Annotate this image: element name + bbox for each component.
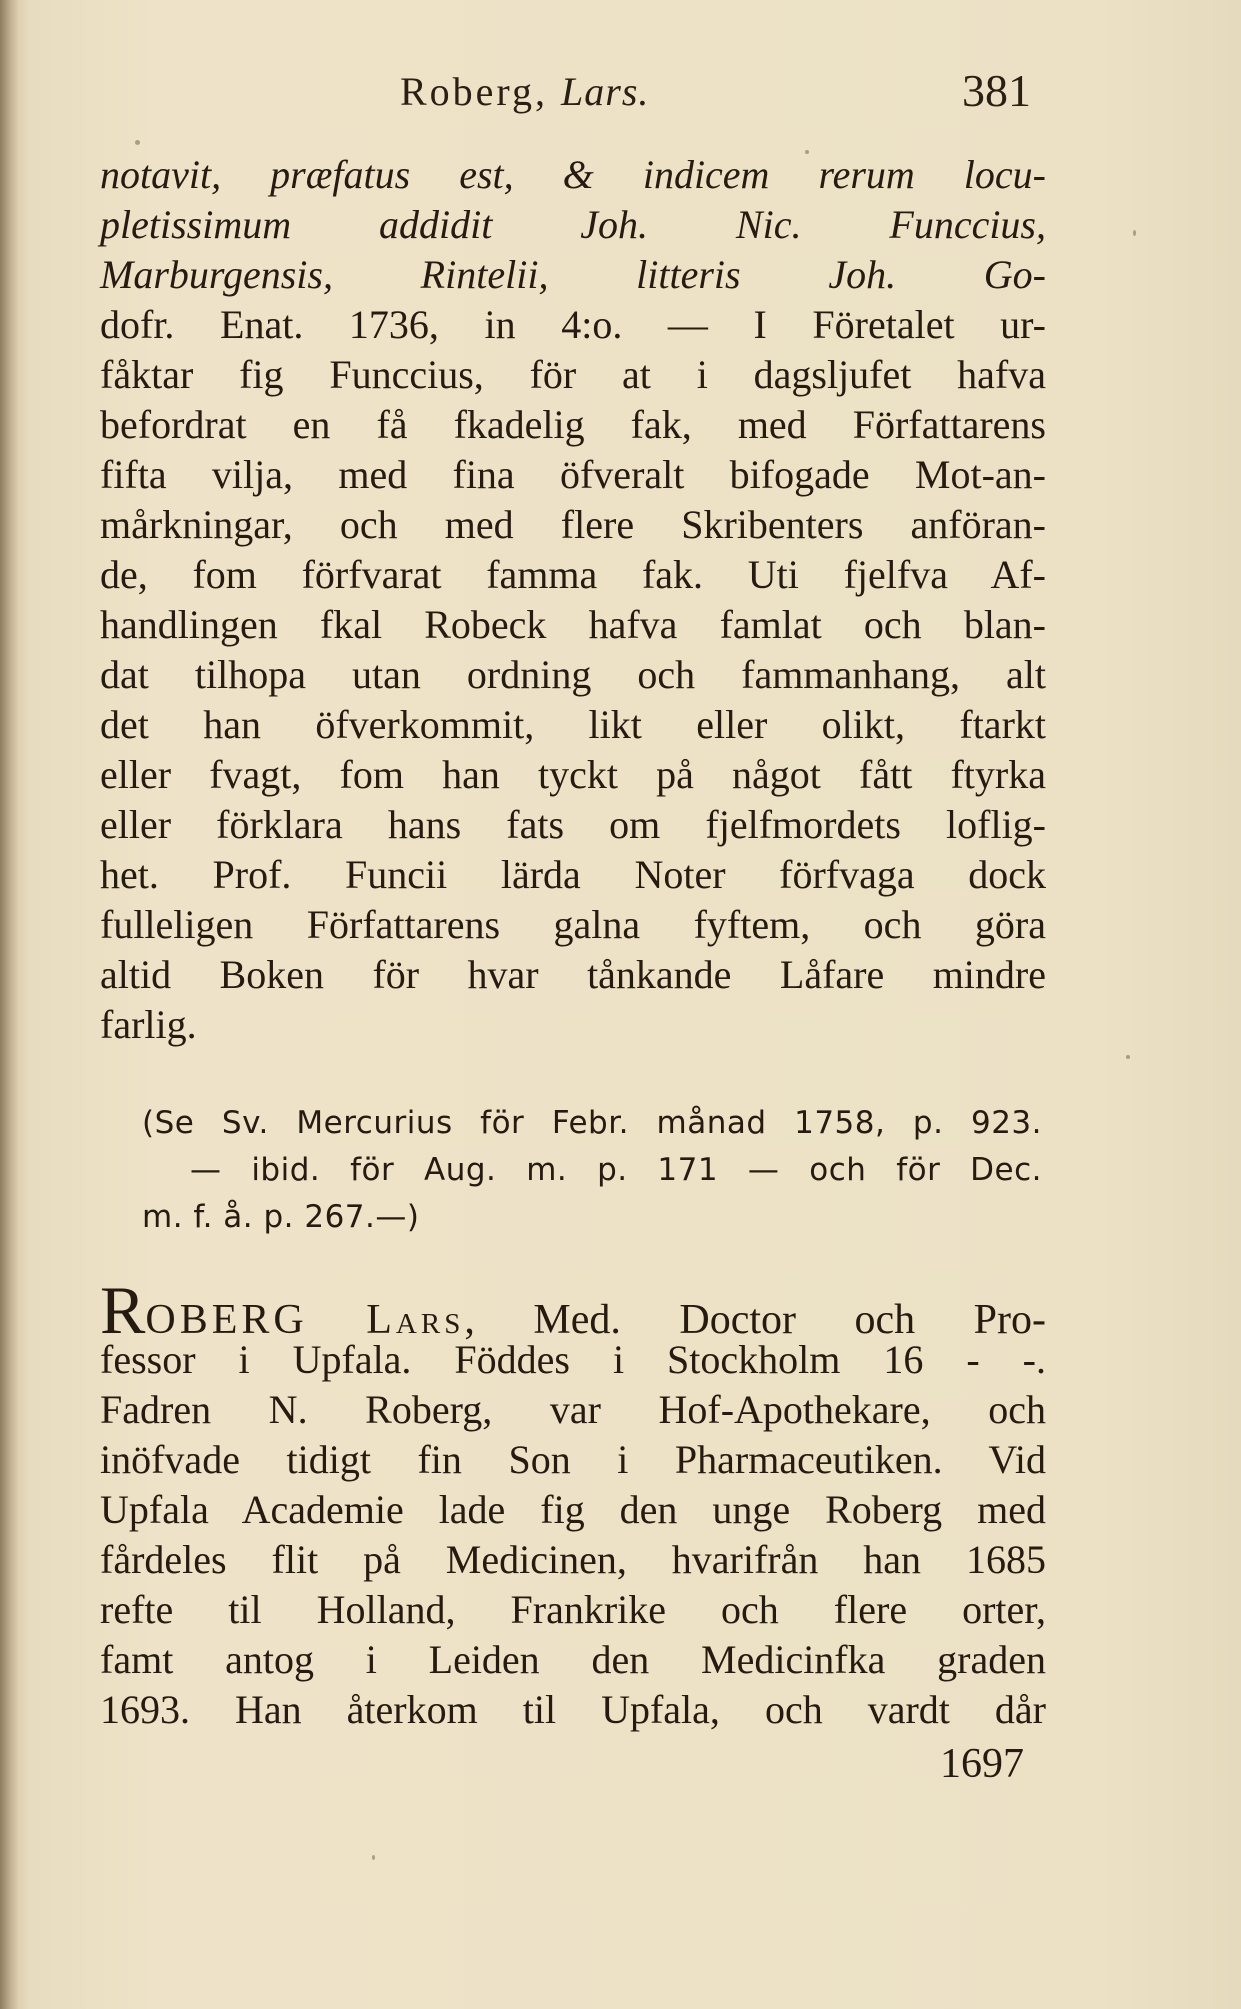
text-line: fifta vilja, med fina öfveralt bifogade Mot-an-	[100, 452, 1046, 497]
text-line: fulleligen Författarens galna fyftem, och göra	[100, 902, 1046, 947]
page-number: 381	[962, 65, 1031, 116]
text-line: altid Boken för hvar tånkande Låfare mindre	[100, 952, 1046, 997]
paper-speck	[135, 140, 140, 145]
text-line: befordrat en få fkadelig fak, med Författarens	[100, 402, 1046, 447]
entry-heading-text: , Med. Doctor och Pro-	[464, 1297, 1047, 1343]
text-line: fåktar fig Funccius, för at i dagsljufet hafva	[100, 352, 1046, 397]
page-spine-edge	[0, 0, 18, 2009]
note-line: m. f. å. p. 267.—)	[142, 1199, 420, 1235]
running-head-given-name: Lars.	[561, 69, 650, 114]
text-line: dat tilhopa utan ordning och fammanhang, alt	[100, 652, 1046, 697]
text-line: famt antog i Leiden den Medicinfka graden	[100, 1637, 1046, 1682]
paper-speck	[1126, 1055, 1130, 1059]
text-line: Fadren N. Roberg, var Hof-Apothekare, och	[100, 1387, 1046, 1432]
text-line: fessor i Upfala. Föddes i Stockholm 16 - -.	[100, 1337, 1046, 1382]
paper-speck	[1133, 230, 1136, 236]
continuation-paragraph	[100, 150, 1046, 1050]
text-line: 1693. Han återkom til Upfala, och vardt dår	[100, 1687, 1046, 1732]
entry-surname-rest: OBERG	[145, 1297, 308, 1343]
entry-heading-line	[100, 1272, 1047, 1348]
text-line: notavit, præfatus est, & indicem rerum locu-	[100, 152, 1046, 197]
text-line: mårkningar, och med flere Skribenters anföran-	[100, 502, 1046, 547]
text-line: eller fvagt, fom han tyckt på något fått ftyrka	[100, 752, 1046, 797]
paper-speck	[805, 150, 809, 154]
text-line: inöfvade tidigt fin Son i Pharmaceutiken. Vid	[100, 1437, 1046, 1482]
biography-entry	[100, 1272, 1047, 1735]
reference-note	[142, 1100, 1042, 1241]
text-line: eller förklara hans fats om fjelfmordets loflig-	[100, 802, 1046, 847]
text-line: het. Prof. Funcii lärda Noter förfvaga dock	[100, 852, 1046, 897]
note-line: (Se Sv. Mercurius för Febr. månad 1758, p. 923.	[142, 1105, 1042, 1141]
running-head-surname: Roberg,	[400, 69, 549, 114]
text-line: fårdeles flit på Medicinen, hvarifrån han 1685	[100, 1537, 1046, 1582]
running-head	[400, 68, 649, 115]
text-line: de, fom förfvarat famma fak. Uti fjelfva Af-	[100, 552, 1046, 597]
text-line: farlig.	[100, 1002, 197, 1047]
text-line: det han öfverkommit, likt eller olikt, ftarkt	[100, 702, 1046, 747]
text-line: refte til Holland, Frankrike och flere orter,	[100, 1587, 1046, 1632]
note-line: — ibid. för Aug. m. p. 171 — och för Dec.	[190, 1152, 1042, 1188]
text-line: Upfala Academie lade fig den unge Roberg med	[100, 1487, 1046, 1532]
text-line: pletissimum addidit Joh. Nic. Funccius,	[100, 202, 1046, 247]
text-line: dofr. Enat. 1736, in 4:o. — I Företalet ur-	[100, 302, 1046, 347]
text-line: handlingen fkal Robeck hafva famlat och blan-	[100, 602, 1046, 647]
paper-speck	[372, 1855, 375, 1860]
entry-initial: R	[100, 1272, 146, 1348]
catchword: 1697	[940, 1741, 1024, 1787]
text-line: Marburgensis, Rintelii, litteris Joh. Go-	[100, 252, 1046, 297]
entry-given-name: Lars	[366, 1297, 465, 1343]
